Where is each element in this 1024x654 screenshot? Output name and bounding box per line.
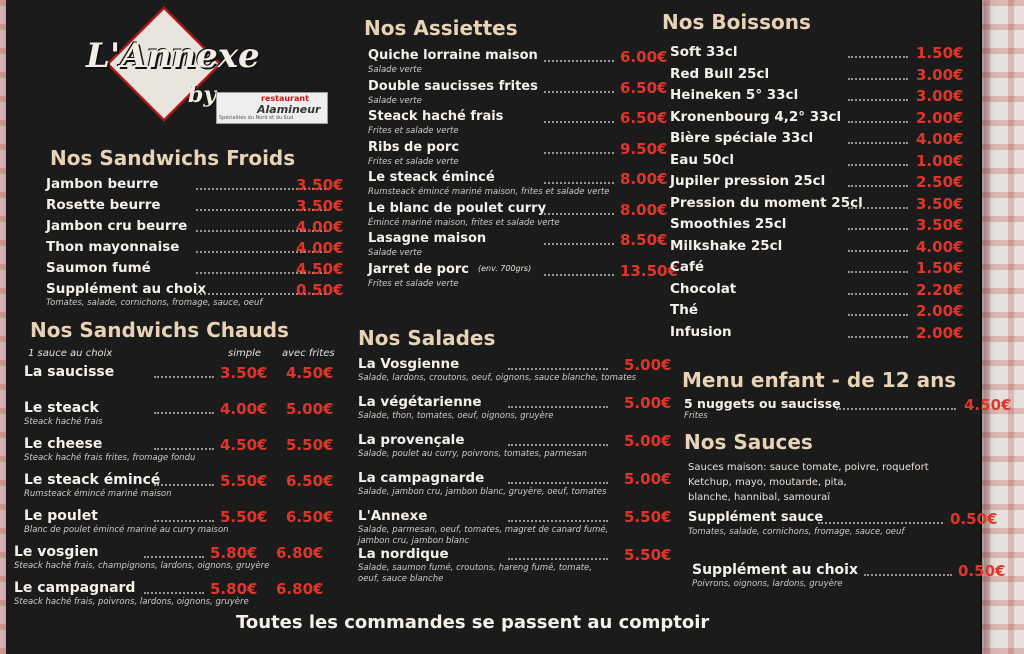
dot-leader: [848, 314, 908, 316]
section-title-menu-enfant: Menu enfant - de 12 ans: [682, 368, 957, 392]
item-price: 5.50€: [624, 508, 672, 526]
item-price: 5.50€: [624, 546, 672, 564]
supplement-sauce-desc: Tomates, salade, cornichons, fromage, sauce, oeuf: [688, 527, 905, 537]
item-name: Le cheese: [24, 436, 103, 452]
item-price: 13.50€: [620, 261, 678, 280]
dot-leader: [848, 121, 908, 123]
dot-leader: [848, 78, 908, 80]
item-name: Chocolat: [670, 280, 737, 297]
dot-leader: [144, 556, 204, 558]
item-name: Milkshake 25cl: [670, 237, 783, 254]
item-name: Red Bull 25cl: [670, 65, 770, 82]
item-name: Le steack émincé: [368, 170, 495, 185]
item-price: 2.00€: [916, 302, 964, 320]
logo-by: by: [188, 82, 217, 108]
section-title-sandwichs-froids: Nos Sandwichs Froids: [50, 146, 296, 170]
menu-item: [670, 238, 980, 260]
menu-item: [46, 218, 346, 240]
item-name: Lasagne maison: [368, 231, 487, 246]
item-price: 5.00€: [624, 470, 672, 488]
item-price-simple: 4.50€: [220, 436, 268, 454]
menu-item: [24, 400, 344, 427]
dot-leader: [544, 60, 614, 62]
logo-brand: Alamineur: [257, 103, 321, 116]
item-name: Supplément au choix: [46, 281, 207, 297]
item-name: Le blanc de poulet curry: [368, 200, 547, 216]
menu-item: [670, 173, 980, 195]
item-name: Infusion: [670, 323, 732, 340]
item-price-simple: 4.00€: [220, 400, 268, 418]
menu-item: [368, 200, 668, 228]
item-desc: Frites et salade verte: [368, 278, 459, 289]
item-price: 4.50€: [296, 260, 344, 278]
dot-leader: [848, 207, 908, 209]
item-desc: Tomates, salade, cornichons, fromage, sauce, oeuf: [46, 298, 263, 308]
dot-leader: [508, 558, 608, 560]
supplement-sauce-price: 0.50€: [950, 510, 998, 528]
item-price-frites: 5.00€: [286, 400, 334, 418]
section-title-assiettes: Nos Assiettes: [364, 16, 518, 40]
item-name: Saumon fumé: [46, 260, 151, 276]
item-price: 6.00€: [620, 48, 668, 66]
item-price: 3.50€: [296, 197, 344, 215]
menu-item: [670, 87, 980, 109]
item-desc: Salade, jambon cru, jambon blanc, gruyère, oeuf, tomates: [358, 487, 607, 497]
item-price-simple: 3.50€: [220, 364, 268, 382]
dot-leader: [544, 274, 614, 276]
item-name: Jambon cru beurre: [46, 218, 188, 234]
item-price: 4.00€: [916, 130, 964, 148]
section-title-sauces: Nos Sauces: [684, 430, 813, 454]
item-desc: Frites et salade verte: [368, 126, 459, 136]
item-price: 1.50€: [916, 259, 964, 277]
item-desc: Steack haché frais frites, fromage fondu: [24, 453, 196, 463]
dot-leader: [848, 250, 908, 252]
item-price-frites: 4.50€: [286, 364, 334, 382]
item-name: La végétarienne: [358, 394, 482, 410]
item-price: 3.50€: [916, 216, 964, 234]
menu-item: [358, 356, 672, 383]
col-simple-label: simple: [228, 348, 262, 359]
dot-leader: [508, 482, 608, 484]
menu-item: [46, 239, 346, 261]
menu-item: [670, 216, 980, 238]
item-price: 5.00€: [624, 432, 672, 450]
item-name: Le vosgien: [14, 544, 99, 560]
item-price: 3.50€: [296, 176, 344, 194]
item-name: Thon mayonnaise: [46, 239, 180, 255]
dot-leader: [544, 243, 614, 245]
item-price: 3.00€: [916, 65, 964, 84]
section-title-sandwichs-chauds: Nos Sandwichs Chauds: [30, 318, 289, 342]
menu-item: [670, 195, 980, 217]
item-name: Pression du moment 25cl: [670, 194, 863, 211]
item-name: La nordique: [358, 546, 449, 562]
dot-leader: [848, 336, 908, 338]
item-name: Quiche lorraine maison: [368, 48, 538, 63]
item-price-frites: 6.50€: [286, 472, 334, 490]
item-price: 2.50€: [916, 173, 964, 191]
item-name: Le steack: [24, 400, 99, 416]
item-price: 5.00€: [624, 394, 672, 412]
item-desc: Steack haché frais: [24, 417, 103, 427]
dot-leader: [544, 91, 614, 93]
item-name: Thé: [670, 302, 698, 318]
item-name: Smoothies 25cl: [670, 216, 787, 232]
item-name: L'Annexe: [358, 508, 428, 524]
item-name: Rosette beurre: [46, 197, 161, 213]
item-desc: Steack haché frais, champignons, lardons, oignons, gruyère: [14, 561, 270, 571]
logo-restaurant-label: restaurant: [261, 94, 309, 103]
item-price: 6.50€: [620, 109, 668, 127]
item-desc: Steack haché frais, poivrons, lardons, oignons, gruyère: [14, 597, 249, 607]
dot-leader: [848, 56, 908, 58]
item-name: Double saucisses frites: [368, 78, 538, 94]
item-name: La campagnarde: [358, 470, 485, 486]
item-name: Bière spéciale 33cl: [670, 130, 814, 146]
section-title-boissons: Nos Boissons: [662, 10, 811, 34]
menu-item: [670, 109, 980, 131]
item-price-simple: 5.50€: [220, 508, 268, 526]
dot-leader: [848, 185, 908, 187]
menu-item: [368, 78, 668, 106]
logo-text: L'Annexe: [86, 36, 260, 76]
item-desc: Salade verte: [368, 95, 422, 106]
menu-item: [46, 281, 346, 308]
menu-item: [24, 508, 344, 535]
menu-item: [670, 130, 980, 152]
item-price: 4.00€: [916, 237, 964, 256]
item-price: 4.00€: [296, 218, 344, 236]
dot-leader: [154, 484, 214, 486]
item-price: 8.00€: [620, 170, 668, 188]
item-price: 8.50€: [620, 231, 668, 249]
menu-item: [358, 508, 672, 546]
item-price: 2.00€: [916, 108, 964, 127]
dot-leader: [544, 182, 614, 184]
item-price: 2.20€: [916, 280, 964, 299]
item-name: Café: [670, 259, 705, 275]
menu-item: [368, 109, 668, 136]
dot-leader: [848, 293, 908, 295]
logo-tagline: Spécialités du Nord et du Sud: [219, 115, 294, 121]
menu-item: [368, 170, 668, 197]
item-name: Steack haché frais: [368, 109, 504, 124]
item-desc: Salade, poulet au curry, poivrons, tomates, parmesan: [358, 449, 587, 459]
item-price-frites: 6.50€: [286, 508, 334, 526]
footer-note: Toutes les commandes se passent au comptoir: [236, 612, 710, 633]
item-name: Le steack émincé: [24, 472, 161, 488]
item-desc: Rumsteack émincé mariné maison: [24, 489, 172, 499]
item-price: 3.00€: [916, 87, 964, 105]
dot-leader: [144, 592, 204, 594]
item-price-frites: 5.50€: [286, 436, 334, 454]
menu-board: [6, 0, 1012, 654]
dot-leader: [544, 121, 614, 123]
item-extra: (env. 700grs): [478, 263, 532, 273]
item-desc: Salade, saumon fumé, croutons, hareng fumé, tomate,: [358, 563, 592, 573]
item-price: 6.50€: [620, 78, 668, 97]
dot-leader: [848, 271, 908, 273]
sauces-line-1: Sauces maison: sauce tomate, poivre, roquefort: [688, 462, 929, 473]
supplement-choix-name: Supplément au choix: [692, 562, 859, 578]
item-desc: Frites et salade verte: [368, 156, 459, 167]
dot-leader: [154, 376, 214, 378]
menu-item: [358, 470, 672, 497]
dot-leader: [154, 412, 214, 414]
item-name: Jupiler pression 25cl: [670, 173, 826, 189]
item-price: 1.00€: [916, 151, 964, 170]
item-desc: Salade, parmesan, oeuf, tomates, magret de canard fumé,: [358, 525, 609, 535]
supplement-choix-desc: Poivrons, oignons, lardons, gruyère: [692, 579, 843, 589]
menu-item: [670, 281, 980, 303]
dot-leader: [154, 448, 214, 450]
item-desc: Blanc de poulet émincé mariné au curry maison: [24, 525, 229, 535]
supplement-sauce-item: [688, 510, 998, 537]
item-name: Eau 50cl: [670, 151, 735, 168]
dot-leader: [848, 164, 908, 166]
menu-enfant-price: 4.50€: [964, 396, 1012, 414]
item-name: La Vosgienne: [358, 356, 460, 372]
item-desc: Émincé mariné maison, frites et salade verte: [368, 217, 560, 228]
menu-item: [670, 152, 980, 174]
dot-leader: [508, 406, 608, 408]
item-name: Kronenbourg 4,2° 33cl: [670, 108, 842, 125]
item-desc: Salade, lardons, croutons, oeuf, oignons, sauce blanche, tomates: [358, 373, 637, 383]
item-price: 0.50€: [296, 281, 344, 299]
item-name: Le campagnard: [14, 580, 136, 596]
item-price: 4.00€: [296, 239, 344, 257]
menu-item: [368, 231, 668, 258]
menu-item: [46, 260, 346, 282]
menu-item: [24, 436, 344, 463]
item-price-frites: 6.80€: [276, 580, 324, 598]
menu-item: [368, 139, 668, 167]
dot-leader: [848, 142, 908, 144]
dot-leader: [508, 520, 608, 522]
item-price: 5.00€: [624, 356, 672, 374]
menu-item: [14, 580, 334, 607]
item-price-frites: 6.80€: [276, 544, 324, 562]
menu-item: [46, 197, 346, 219]
dot-leader: [544, 213, 614, 215]
item-price-simple: 5.50€: [220, 472, 268, 490]
item-desc-2: jambon cru, jambon blanc: [358, 536, 470, 546]
menu-item: [24, 472, 344, 499]
supplement-choix-price: 0.50€: [958, 562, 1006, 580]
item-desc: Salade verte: [368, 248, 422, 258]
supplement-sauce-name: Supplément sauce: [688, 510, 824, 525]
menu-item: [368, 261, 678, 289]
logo: [66, 6, 326, 126]
item-desc: Rumsteack émincé mariné maison, frites et salade verte: [368, 187, 610, 197]
item-desc: Salade verte: [368, 65, 422, 75]
dot-leader: [848, 228, 908, 230]
item-price: 2.00€: [916, 323, 964, 342]
item-name: Heineken 5° 33cl: [670, 87, 799, 103]
menu-item: [358, 432, 672, 459]
menu-item: [368, 48, 668, 75]
menu-item: [46, 176, 346, 198]
menu-item: [670, 66, 980, 88]
item-price: 9.50€: [620, 139, 668, 158]
logo-restaurant-tag: [216, 92, 328, 124]
menu-item: [14, 544, 334, 571]
menu-item: [24, 364, 344, 386]
menu-item: [358, 394, 672, 421]
item-price-simple: 5.80€: [210, 544, 258, 562]
item-price: 1.50€: [916, 44, 964, 62]
item-name: Ribs de porc: [368, 139, 460, 155]
dot-leader: [848, 99, 908, 101]
item-name: Le poulet: [24, 508, 98, 524]
item-desc: Salade, thon, tomates, oeuf, oignons, gruyère: [358, 411, 554, 421]
dot-leader: [864, 574, 952, 576]
menu-enfant-desc: Frites: [684, 411, 708, 421]
item-desc-2: oeuf, sauce blanche: [358, 574, 444, 584]
dot-leader: [508, 368, 608, 370]
supplement-choix-item: [692, 562, 1006, 589]
sauces-line-3: blanche, hannibal, samouraï: [688, 492, 831, 503]
dot-leader: [818, 522, 943, 524]
menu-item: [670, 324, 980, 346]
item-name: La provençale: [358, 432, 465, 448]
section-title-salades: Nos Salades: [358, 326, 496, 350]
item-name: Soft 33cl: [670, 44, 738, 60]
menu-enfant-name: 5 nuggets ou saucisse: [684, 396, 841, 411]
item-name: Jarret de porc: [368, 261, 469, 277]
item-price: 8.00€: [620, 200, 668, 219]
item-name: La saucisse: [24, 364, 115, 380]
menu-item: [358, 546, 672, 584]
dot-leader: [544, 152, 614, 154]
item-name: Jambon beurre: [46, 176, 159, 192]
col-frites-label: avec frites: [282, 348, 335, 359]
dot-leader: [836, 408, 956, 410]
menu-enfant-item: [684, 396, 1012, 421]
dot-leader: [508, 444, 608, 446]
sauce-note: 1 sauce au choix: [28, 348, 113, 359]
dot-leader: [154, 520, 214, 522]
menu-item: [670, 302, 980, 324]
item-price: 3.50€: [916, 194, 964, 213]
menu-item: [670, 259, 980, 281]
item-price-simple: 5.80€: [210, 580, 258, 598]
menu-item: [670, 44, 980, 66]
sauces-line-2: Ketchup, mayo, moutarde, pita,: [688, 477, 847, 488]
